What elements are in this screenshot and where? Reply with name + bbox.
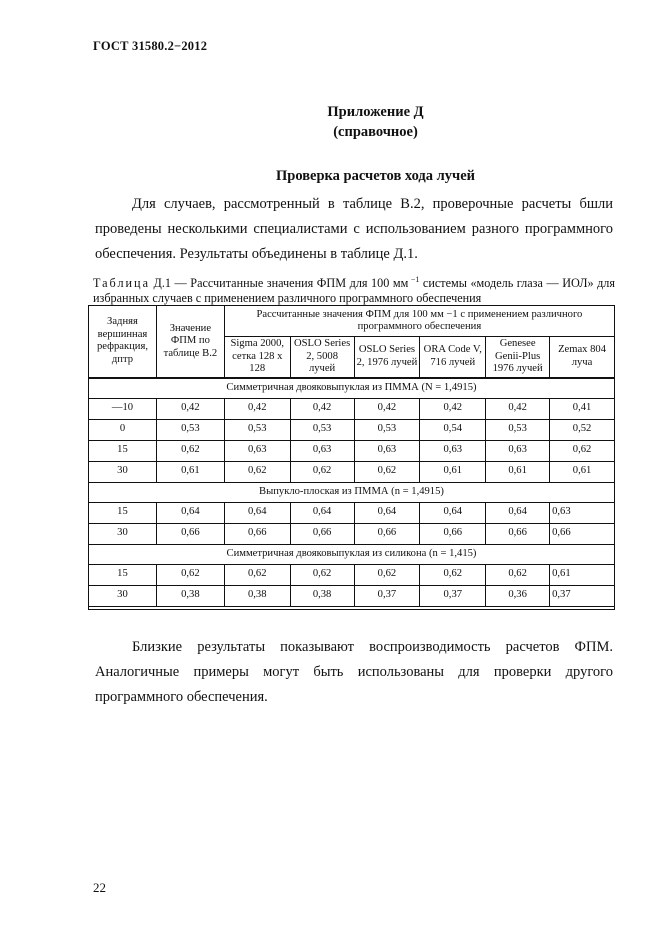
table-caption-text: Д.1 — Рассчитанные значения ФПМ для 100 мм [149,276,409,291]
results-table [88,305,615,607]
section-header-row: Симметричная двояковыпуклая из силикона (n = 1,415) [89,544,615,564]
table-cell: 0,54 [420,419,486,440]
page-number: 22 [93,880,106,895]
conclusion-paragraph [95,635,613,710]
table-cell: 0,42 [156,398,224,419]
table-cell: 0,63 [290,440,354,461]
table-cell: 0,62 [550,440,615,461]
table-cell: 15 [89,564,157,585]
table-cell: 0,64 [290,502,354,523]
table-cell: 0,53 [224,419,290,440]
table-cell: 0,61 [486,461,550,482]
table-cell: 0,62 [420,564,486,585]
table-cell: 0,66 [550,523,615,544]
column-header-software: Genesee Genii-Plus 1976 лучей [486,337,550,378]
table-cell: 15 [89,440,157,461]
table-caption-label: Таблица [93,276,150,291]
section-header-row: Симметричная двояковыпуклая из ПММА (N = 1,4915) [89,378,615,399]
table-cell: 0,62 [156,564,224,585]
table-cell: 0,62 [290,564,354,585]
table-cell: 0,64 [156,502,224,523]
table-cell: 0,62 [290,461,354,482]
table-cell: 0,61 [550,461,615,482]
table-cell: 30 [89,523,157,544]
table-cell: 30 [89,461,157,482]
table-cell: 0,42 [224,398,290,419]
column-header-software: OSLO Series 2, 1976 лучей [354,337,420,378]
table-row [89,461,615,482]
table-cell: 0,37 [354,585,420,606]
column-header-software: OSLO Series 2, 5008 лучей [290,337,354,378]
table-cell: 0,62 [224,461,290,482]
appendix-title: Приложение Д [327,104,424,120]
table-cell: 0,64 [486,502,550,523]
table-cell: 0,62 [354,461,420,482]
table-cell: 0,61 [156,461,224,482]
appendix-subtitle: (справочное) [333,124,418,140]
section-header-row: Выпукло-плоская из ПММА (n = 1,4915) [89,482,615,502]
table-cell: 0,53 [290,419,354,440]
table-cell: 0,62 [354,564,420,585]
table-cell: 0,36 [486,585,550,606]
table-cell: 0,41 [550,398,615,419]
table-row [89,585,615,606]
table-cell: 0,62 [486,564,550,585]
table-cell: 0 [89,419,157,440]
table-row [89,419,615,440]
table-cell: 0,64 [224,502,290,523]
table-row [89,564,615,585]
table-cell: 0,61 [550,564,615,585]
intro-paragraph [95,192,613,267]
table-cell: 0,64 [354,502,420,523]
table-cell: 0,66 [156,523,224,544]
table-cell: 0,63 [224,440,290,461]
table-cell: 0,37 [420,585,486,606]
table-cell: 0,66 [354,523,420,544]
column-header-software: Sigma 2000, сетка 128 x 128 [224,337,290,378]
column-header-refraction: Задняя вершинная рефракция, дптр [89,306,157,378]
table-cell: 0,62 [156,440,224,461]
table-row [89,523,615,544]
table-cell: 0,63 [550,502,615,523]
intro-paragraph-text: Для случаев, рассмотренный в таблице В.2, проверочные расчеты бшли проведены несколькими специалистами с использованием разного программного обеспечения. Результаты объединены в таблице Д.1. [95,196,613,262]
table-cell: 0,38 [156,585,224,606]
table-cell: 0,63 [486,440,550,461]
table-cell: 0,42 [290,398,354,419]
table-row [89,440,615,461]
table-cell: 0,66 [420,523,486,544]
table-cell: 0,42 [354,398,420,419]
table-caption-superscript: −1 [408,275,420,284]
table-cell: 0,66 [486,523,550,544]
table-caption [93,272,615,306]
table-cell: 0,52 [550,419,615,440]
table-cell: 30 [89,585,157,606]
table-cell: 0,64 [420,502,486,523]
conclusion-paragraph-text: Близкие результаты показывают воспроизводимость расчетов ФПМ. Аналогичные примеры могут быть использованы для проверки другого программного обеспечения. [95,639,613,705]
table-cell: 0,62 [224,564,290,585]
column-header-table-value: Значение ФПМ по таблице В.2 [156,306,224,378]
table-cell: 0,38 [224,585,290,606]
table-cell: 0,61 [420,461,486,482]
table-cell: 0,42 [486,398,550,419]
table-cell: 0,37 [550,585,615,606]
table-row [89,502,615,523]
table-cell: 0,66 [224,523,290,544]
table-row [89,398,615,419]
table-cell: 0,53 [156,419,224,440]
table-cell: 0,63 [354,440,420,461]
table-cell: 0,53 [486,419,550,440]
table-cell: 0,53 [354,419,420,440]
table-cell: 0,66 [290,523,354,544]
table-caption-text-rest: системы «модель глаза — ИОЛ» для избранных случаев с применением различного программного обеспечения [93,276,615,306]
table-cell: 0,38 [290,585,354,606]
column-group-header: Рассчитанные значения ФПМ для 100 мм −1 с применением различного программного обеспечения [224,306,614,337]
section-title: Проверка расчетов хода лучей [275,168,475,184]
column-header-software: Zemax 804 луча [550,337,615,378]
table-cell: 15 [89,502,157,523]
table-cell: 0,42 [420,398,486,419]
table-cell: 0,63 [420,440,486,461]
column-header-software: ORA Code V, 716 лучей [420,337,486,378]
appendix-heading [45,102,661,142]
table-cell: —10 [89,398,157,419]
document-code: ГОСТ 31580.2−2012 [93,39,208,53]
